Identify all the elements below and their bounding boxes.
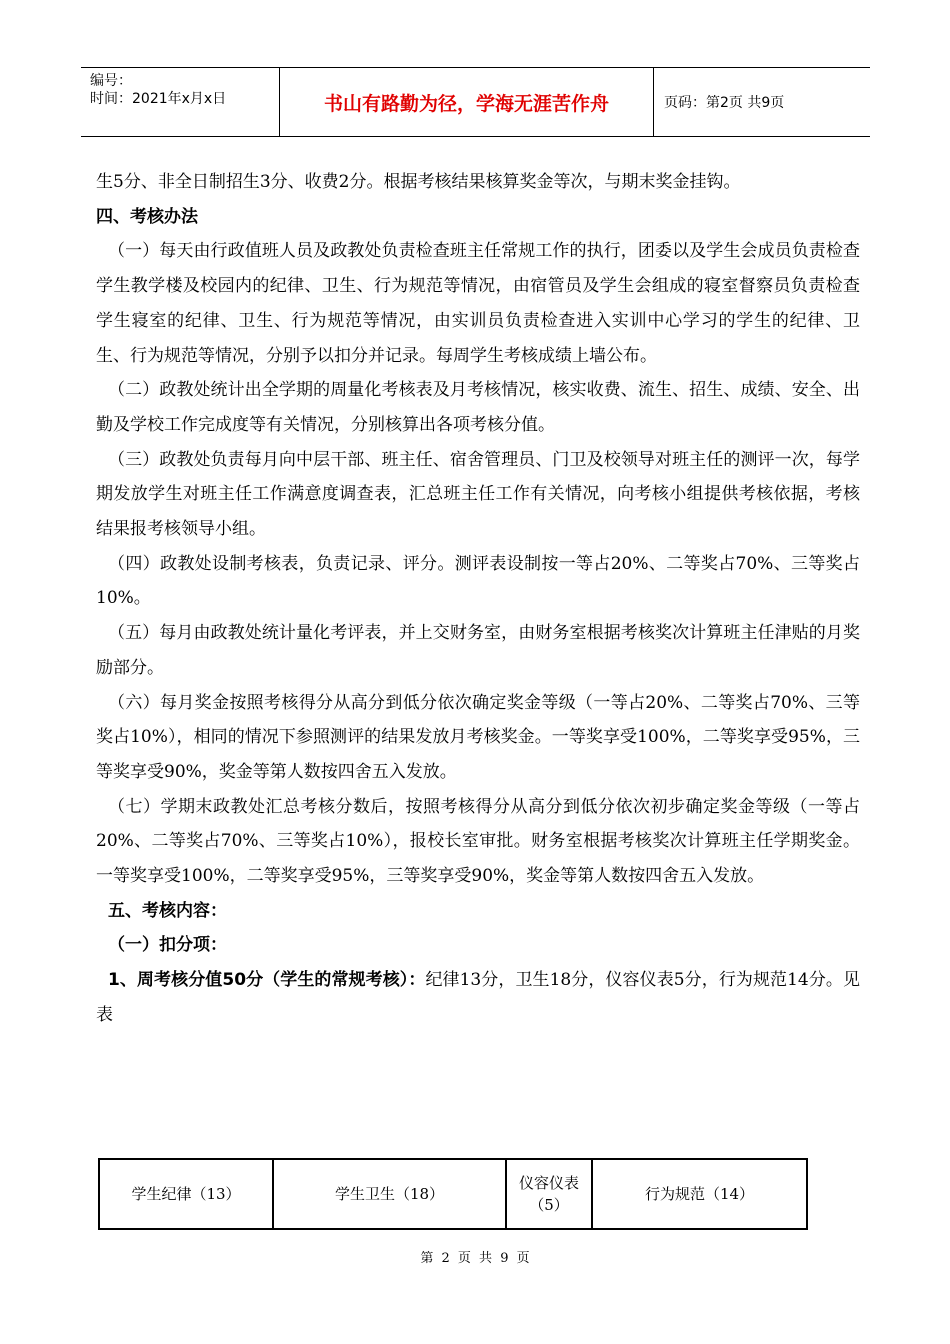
section-heading-5: 五、考核内容： — [108, 900, 227, 921]
paragraph-weekly-assessment — [96, 963, 860, 1032]
assessment-table — [98, 1158, 808, 1230]
page-footer: 第 2 页 共 9 页 — [420, 1251, 530, 1266]
table-cell-appearance — [506, 1159, 592, 1229]
document-body — [96, 165, 860, 1033]
paragraph-item-5: （五）每月由政教处统计量化考评表，并上交财务室，由财务室根据考核奖次计算班主任津贴的月奖励部分。 — [96, 623, 860, 678]
paragraph-item-7: （七）学期末政教处汇总考核分数后，按照考核得分从高分到低分依次初步确定奖金等级（一等占20%、二等奖占70%、三等奖占10%），报校长室审批。财务室根据考核奖次计算班主任学期奖金。一等奖享受100%，二等奖享受95%，三等奖享受90%，奖金等第人数按四舍五入发放。 — [96, 796, 860, 887]
paragraph-item-3: （三）政教处负责每月向中层干部、班主任、宿舍管理员、门卫及校领导对班主任的测评一次，每学期发放学生对班主任工作满意度调查表，汇总班主任工作有关情况，向考核小组提供考核依据，考核结果报考核领导小组。 — [96, 449, 860, 540]
appearance-label: 仪容仪表 — [518, 1174, 579, 1192]
paragraph-continued: 生5分、非全日制招生3分、收费2分。根据考核结果核算奖金等次，与期末奖金挂钩。 — [96, 172, 741, 192]
table-row — [99, 1159, 807, 1229]
document-time-label: 时间：2021年x月x日 — [90, 91, 227, 107]
paragraph-item-4: （四）政教处设制考核表，负责记录、评分。测评表设制按一等占20%、二等奖占70%、三等奖占10%。 — [96, 553, 860, 609]
header-page-info: 页码：第2页 共9页 — [664, 95, 785, 111]
header-meta — [81, 68, 280, 136]
table-cell-conduct: 行为规范（14） — [592, 1159, 807, 1229]
header-motto: 书山有路勤为径，学海无涯苦作舟 — [280, 68, 654, 136]
appearance-score: （5） — [529, 1196, 569, 1214]
subsection-heading-deductions: （一）扣分项： — [108, 935, 227, 956]
weekly-assessment-title: 1、周考核分值50分（学生的常规考核）： — [108, 970, 426, 991]
paragraph-item-2: （二）政教处统计出全学期的周量化考核表及月考核情况，核实收费、流生、招生、成绩、安全、出勤及学校工作完成度等有关情况，分别核算出各项考核分值。 — [96, 380, 860, 435]
table-cell-hygiene: 学生卫生（18） — [273, 1159, 506, 1229]
weekly-assessment-detail: 纪律13分，卫生18分，仪容仪表5分，行为规范14分。见表 — [96, 970, 860, 1025]
paragraph-item-1: （一）每天由行政值班人员及政教处负责检查班主任常规工作的执行，团委以及学生会成员负责检查学生教学楼及校园内的纪律、卫生、行为规范等情况，由宿管员及学生会组成的寝室督察员负责检查学生寝室的纪律、卫生、行为规范等情况，由实训员负责检查进入实训中心学习的学生的纪律、卫生、行为规范等情况，分别予以扣分并记录。每周学生考核成绩上墙公布。 — [96, 241, 860, 366]
page-header — [81, 67, 870, 137]
section-heading-4: 四、考核办法 — [96, 206, 198, 227]
document-number-label: 编号： — [90, 73, 132, 89]
paragraph-item-6: （六）每月奖金按照考核得分从高分到低分依次确定奖金等级（一等占20%、二等奖占70%、三等奖占10%），相同的情况下参照测评的结果发放月考核奖金。一等奖享受100%，二等奖享受95%，三等奖享受90%，奖金等第人数按四舍五入发放。 — [96, 692, 860, 782]
table-cell-discipline: 学生纪律（13） — [99, 1159, 273, 1229]
